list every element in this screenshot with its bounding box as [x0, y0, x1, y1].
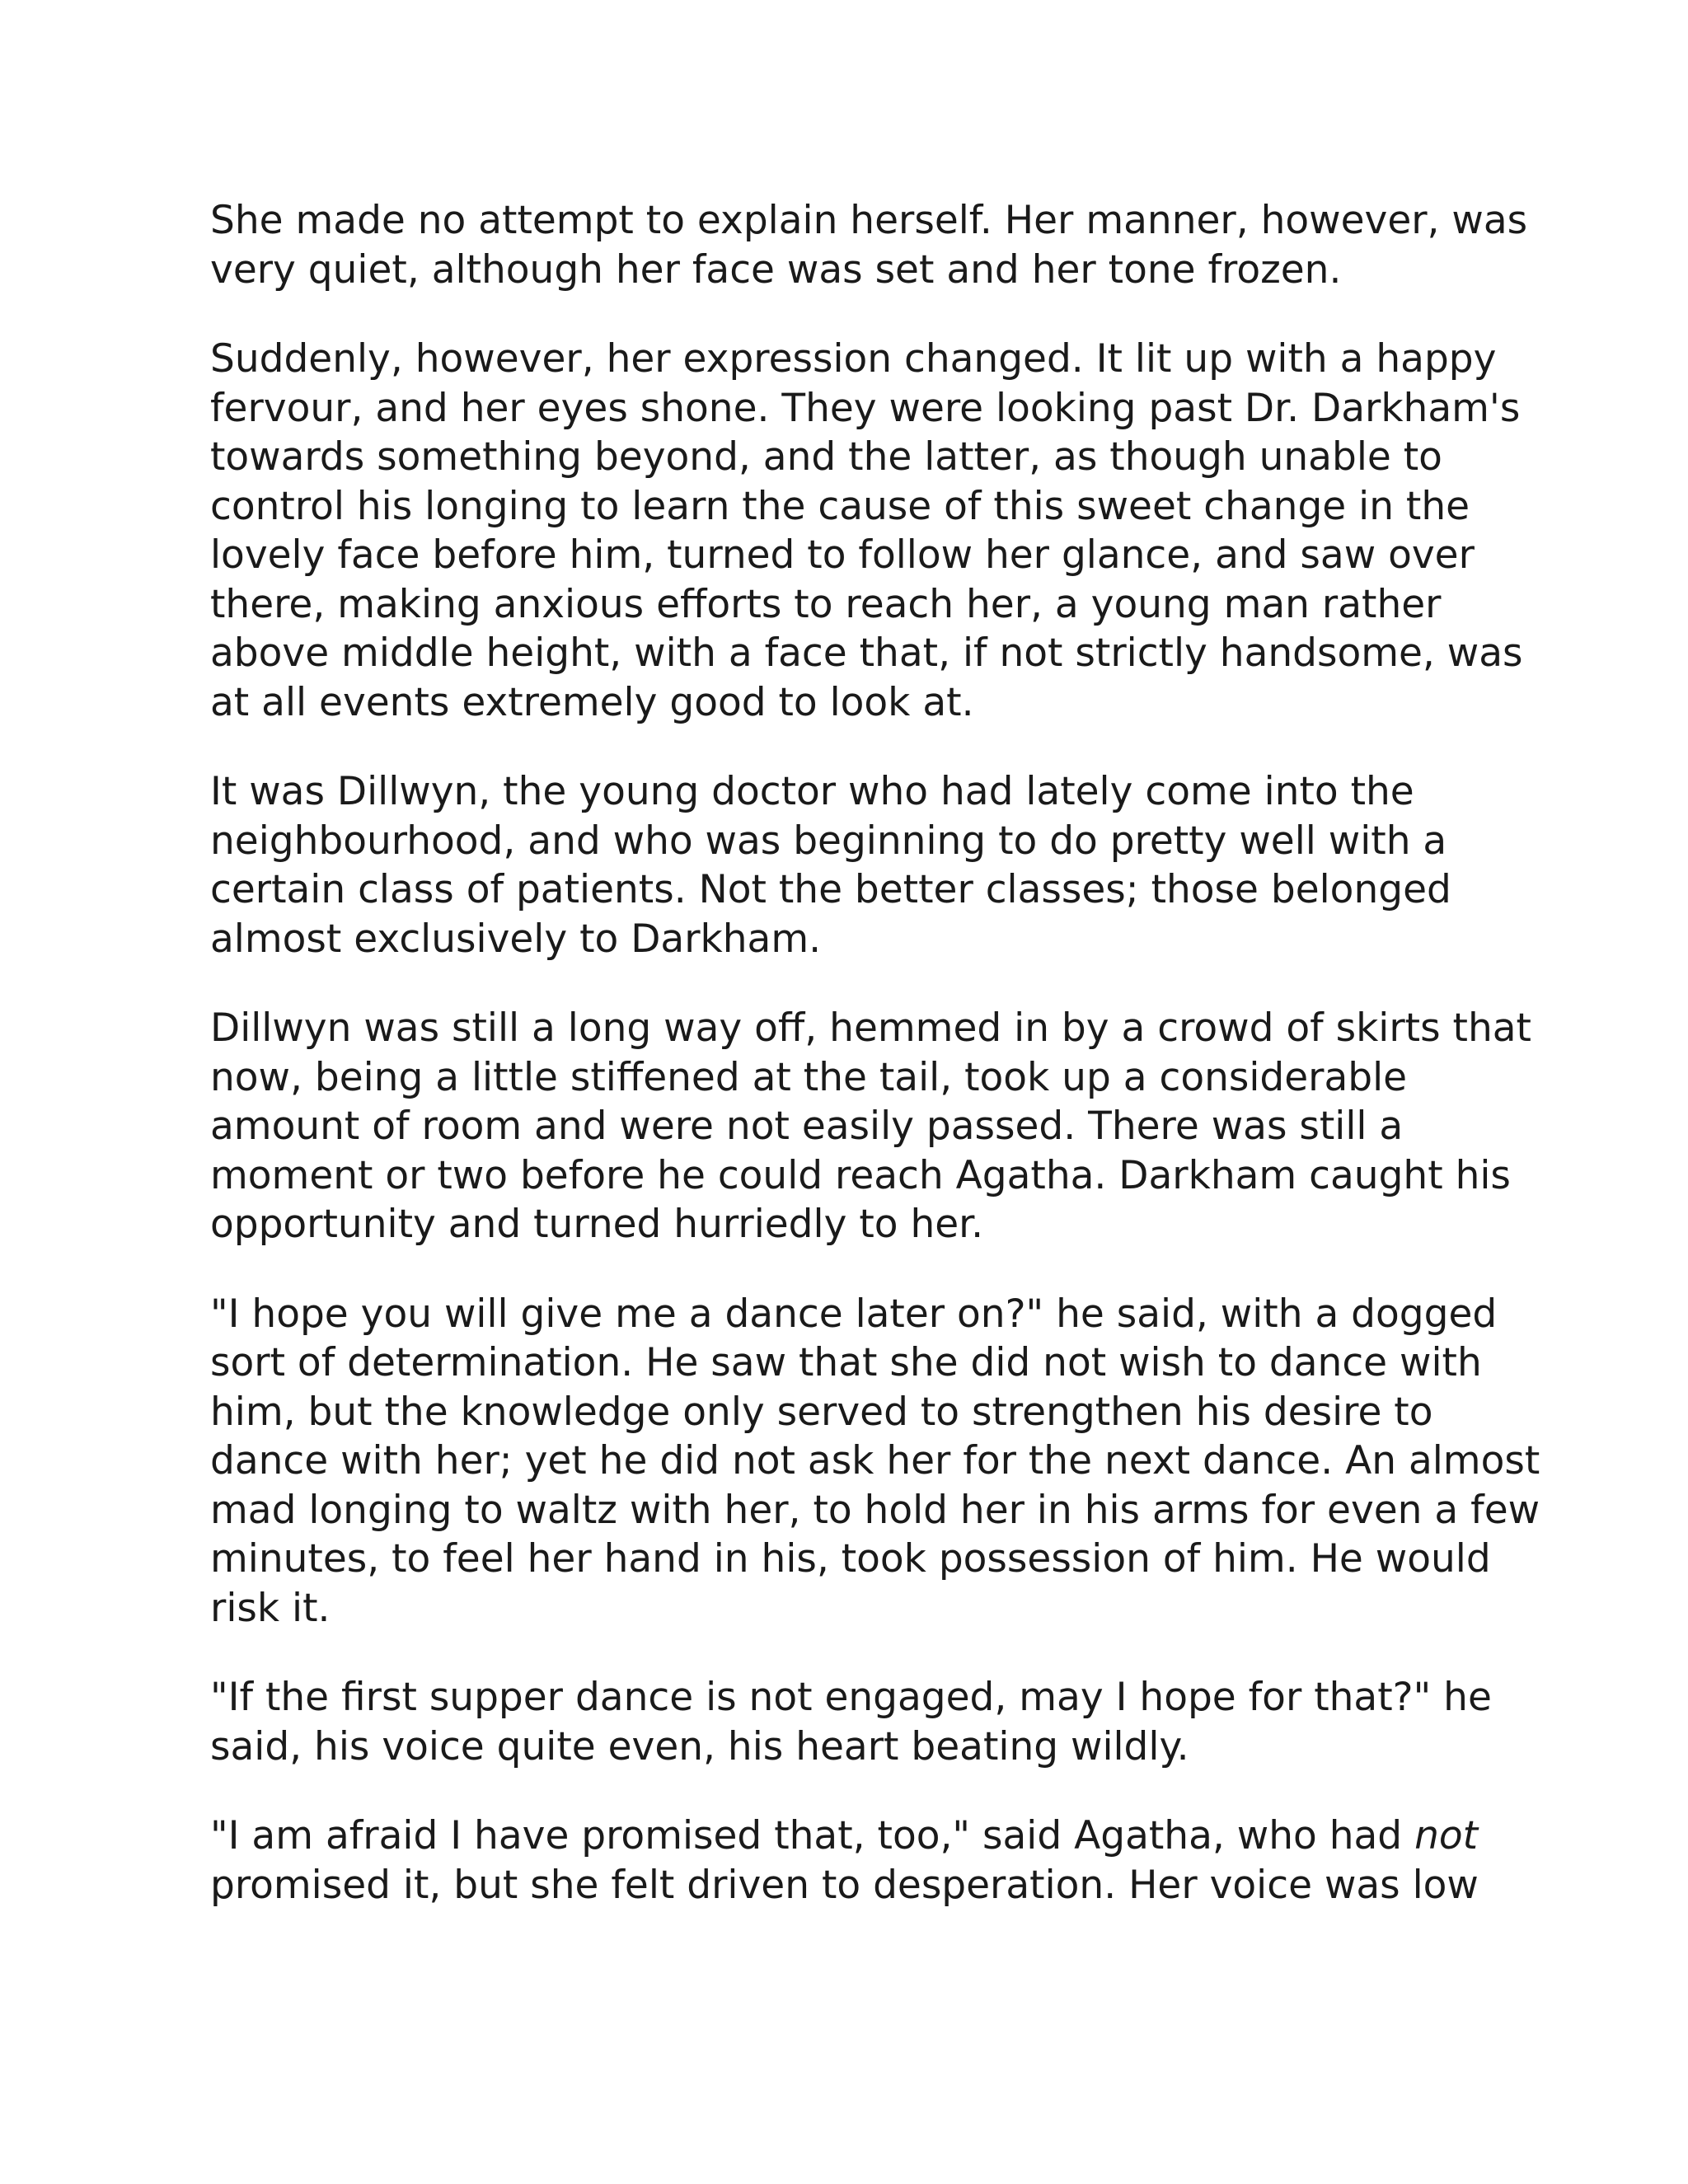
- text-line: neighbourhood, and who was beginning to do pretty well with a: [210, 818, 1447, 864]
- text-line: towards something beyond, and the latter, as though unable to: [210, 434, 1442, 480]
- paragraph-5: [210, 1290, 1540, 1633]
- text-line: at all events extremely good to look at.: [210, 679, 974, 725]
- text-line: there, making anxious efforts to reach her, a young man rather: [210, 581, 1442, 627]
- text-line: very quiet, although her face was set and her tone frozen.: [210, 246, 1342, 293]
- text-line: almost exclusively to Darkham.: [210, 916, 822, 962]
- text-line: control his longing to learn the cause of this sweet change in the: [210, 483, 1470, 529]
- text-line: minutes, to feel her hand in his, took possession of him. He would: [210, 1536, 1491, 1582]
- text-line: above middle height, with a face that, if not strictly handsome, was: [210, 630, 1523, 676]
- text-line: fervour, and her eyes shone. They were looking past Dr. Darkham's: [210, 385, 1521, 431]
- text-line: "If the first supper dance is not engaged, may I hope for that?" he: [210, 1675, 1492, 1720]
- text-line: It was Dillwyn, the young doctor who had lately come into the: [210, 769, 1414, 814]
- text-line: opportunity and turned hurriedly to her.: [210, 1202, 984, 1247]
- text-line: mad longing to waltz with her, to hold her in his arms for even a few: [210, 1487, 1540, 1533]
- body-text: [210, 196, 1540, 1950]
- paragraph-6: [210, 1673, 1496, 1771]
- text-line: She made no attempt to explain herself. Her manner, however, was: [210, 198, 1528, 243]
- text-line: him, but the knowledge only served to strengthen his desire to: [210, 1389, 1433, 1435]
- text-line: dance with her; yet he did not ask her for the next dance. An almost: [210, 1438, 1540, 1483]
- emphasized-text: not: [1414, 1813, 1479, 1858]
- paragraph-7: [210, 1811, 1496, 1910]
- text-line: lovely face before him, turned to follow her glance, and saw over: [210, 532, 1475, 578]
- paragraph-2: [210, 335, 1523, 727]
- text-line: moment or two before he could reach Agatha. Darkham caught his: [210, 1152, 1511, 1198]
- text-line: certain class of patients. Not the better classes; those belonged: [210, 867, 1451, 912]
- text-line: promised it, but she felt driven to desperation. Her voice was low: [210, 1862, 1479, 1908]
- text-line: Dillwyn was still a long way off, hemmed in by a crowd of skirts that: [210, 1005, 1531, 1051]
- text-line: sort of determination. He saw that she did not wish to dance with: [210, 1340, 1482, 1385]
- paragraph-3: [210, 767, 1496, 963]
- text-segment: "I am afraid I have promised that, too," said Agatha, who had: [210, 1813, 1415, 1858]
- text-line: risk it.: [210, 1585, 331, 1631]
- text-line: [210, 1811, 1496, 1861]
- text-line: now, being a little stiffened at the tail, took up a considerable: [210, 1054, 1408, 1100]
- paragraph-4: [210, 1004, 1531, 1249]
- text-line: said, his voice quite even, his heart beating wildly.: [210, 1723, 1189, 1769]
- text-line: "I hope you will give me a dance later on?" he said, with a dogged: [210, 1291, 1498, 1337]
- text-line: Suddenly, however, her expression changed. It lit up with a happy: [210, 336, 1497, 382]
- text-line: amount of room and were not easily passed. There was still a: [210, 1104, 1404, 1149]
- paragraph-1: [210, 196, 1528, 294]
